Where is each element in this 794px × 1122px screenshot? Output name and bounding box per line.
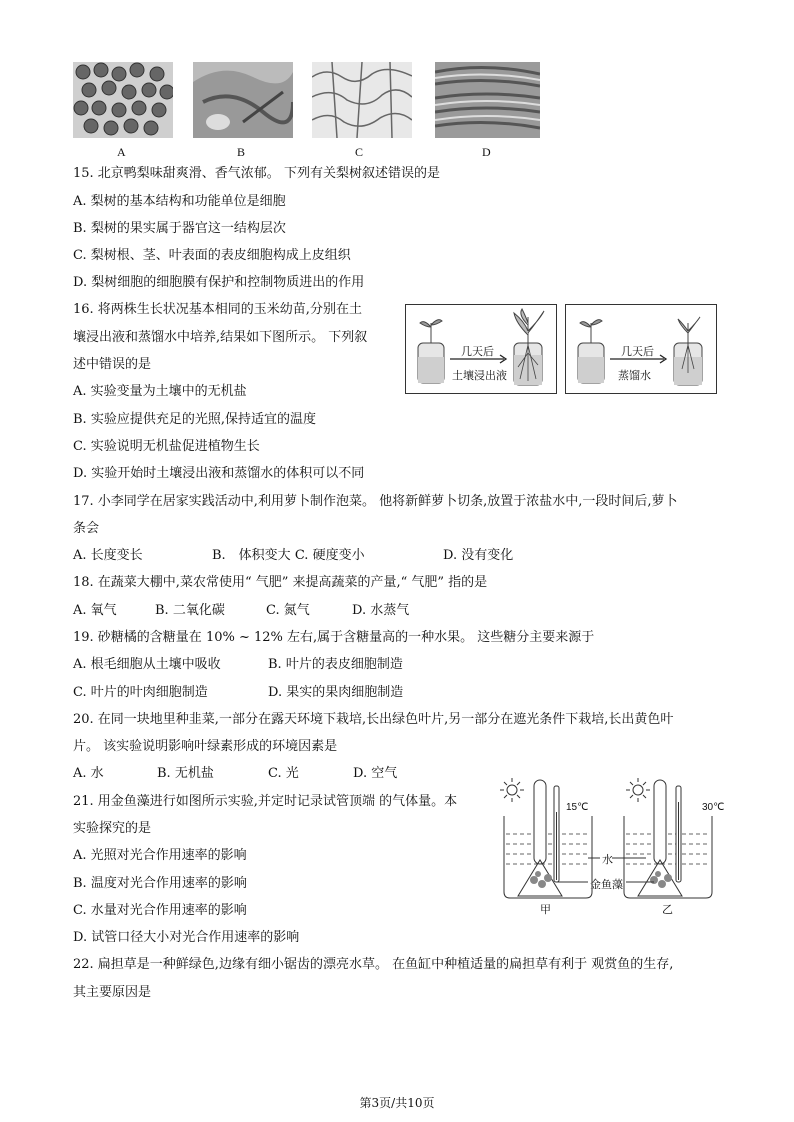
micrograph-c-image	[312, 62, 412, 138]
q21-option-c: C. 水量对光合作用速率的影响	[73, 903, 247, 918]
photosynthesis-experiment-drawing	[496, 772, 730, 918]
q21-yi-label: 乙	[662, 904, 673, 916]
q17-stem-line1: 17. 小李同学在居家实践活动中,利用萝卜制作泡菜。 他将新鲜萝卜切条,放置于浓盐水中,一段时间后,萝卜	[73, 494, 678, 509]
q18-option-b: B. 二氧化碳	[155, 603, 225, 618]
q21-figure	[496, 772, 730, 918]
q20-stem-line2: 片。 该实验说明影响叶绿素形成的环境因素是	[73, 739, 338, 754]
q20-option-d: D. 空气	[353, 766, 398, 781]
micrograph-a-image	[73, 62, 173, 138]
q21-stem-line1: 21. 用金鱼藻进行如图所示实验,并定时记录试管顶端 的气体量。本	[73, 794, 458, 809]
q21-temp-left-label: 15℃	[566, 802, 589, 813]
q20-option-c: C. 光	[268, 766, 299, 781]
q16-figure-water	[565, 304, 717, 394]
micrograph-a-label: A	[117, 145, 126, 159]
q18-option-d: D. 水蒸气	[352, 603, 410, 618]
q17-option-d: D. 没有变化	[443, 548, 514, 563]
q16-distilled-water-label: 蒸馏水	[618, 370, 651, 382]
micrograph-d-image	[435, 62, 540, 138]
q19-stem: 19. 砂糖橘的含糖量在 10% ~ 12% 左右,属于含糖量高的一种水果。 这些糖分主要来源于	[73, 630, 595, 645]
q18-stem: 18. 在蔬菜大棚中,菜农常使用“ 气肥” 来提高蔬菜的产量,“ 气肥” 指的是	[73, 575, 488, 590]
q16-stem-line2: 壤浸出液和蒸馏水中培养,结果如下图所示。 下列叙	[73, 330, 368, 345]
q16-left-arrow-label: 几天后	[461, 346, 494, 358]
q16-right-arrow-label: 几天后	[621, 346, 654, 358]
page-number: 第3页/共10页	[359, 1096, 435, 1110]
sun-icon	[626, 778, 650, 802]
micrograph-c-label: C	[355, 145, 364, 159]
q19-option-b: B. 叶片的表皮细胞制造	[268, 657, 403, 672]
sun-icon	[500, 778, 524, 802]
q21-jia-label: 甲	[540, 904, 551, 916]
q16-option-c: C. 实验说明无机盐促进植物生长	[73, 439, 260, 454]
q20-option-b: B. 无机盐	[157, 766, 214, 781]
q15-option-a: A. 梨树的基本结构和功能单位是细胞	[73, 194, 286, 209]
q19-option-d: D. 果实的果肉细胞制造	[268, 685, 404, 700]
q21-option-b: B. 温度对光合作用速率的影响	[73, 876, 247, 891]
q16-option-d: D. 实验开始时土壤浸出液和蒸馏水的体积可以不同	[73, 466, 365, 481]
q17-stem-line2: 条会	[73, 521, 100, 536]
q15-option-c: C. 梨树根、茎、叶表面的表皮细胞构成上皮组织	[73, 248, 351, 263]
q17-option-a: A. 长度变长	[73, 548, 143, 563]
q19-option-c: C. 叶片的叶肉细胞制造	[73, 685, 208, 700]
q15-stem: 15. 北京鸭梨味甜爽滑、香气浓郁。 下列有关梨树叙述错误的是	[73, 166, 440, 181]
q21-temp-right-label: 30℃	[702, 802, 725, 813]
q16-figure-soil	[405, 304, 557, 394]
q16-soil-solution-label: 土壤浸出液	[452, 370, 507, 382]
q21-option-a: A. 光照对光合作用速率的影响	[73, 848, 247, 863]
q15-option-b: B. 梨树的果实属于器官这一结构层次	[73, 221, 286, 236]
q17-option-bc: B. 体积变大 C. 硬度变小	[212, 548, 365, 563]
q22-stem-line1: 22. 扁担草是一种鲜绿色,边缘有细小锯齿的漂亮水草。 在鱼缸中种植适量的扁担草有利于 观赏鱼的生存,	[73, 957, 674, 972]
q20-stem-line1: 20. 在同一块地里种韭菜,一部分在露天环境下栽培,长出绿色叶片,另一部分在遮光条件下栽培,长出黄色叶	[73, 712, 674, 727]
q21-plant-label: 金鱼藻	[590, 879, 623, 891]
q18-option-a: A. 氧气	[73, 603, 117, 618]
q16-stem-line1: 16. 将两株生长状况基本相同的玉米幼苗,分别在土	[73, 302, 362, 317]
q16-option-a: A. 实验变量为土壤中的无机盐	[73, 384, 247, 399]
micrograph-b-label: B	[237, 145, 246, 159]
micrograph-b-image	[193, 62, 293, 138]
q19-option-a: A. 根毛细胞从土壤中吸收	[73, 657, 221, 672]
q21-option-d: D. 试管口径大小对光合作用速率的影响	[73, 930, 300, 945]
q22-stem-line2: 其主要原因是	[73, 985, 152, 1000]
q20-option-a: A. 水	[73, 766, 104, 781]
q16-stem-line3: 述中错误的是	[73, 357, 152, 372]
q16-option-b: B. 实验应提供充足的光照,保持适宜的温度	[73, 412, 316, 427]
q21-water-label: 水	[602, 854, 613, 866]
micrograph-d-label: D	[482, 145, 491, 159]
q15-option-d: D. 梨树细胞的细胞膜有保护和控制物质进出的作用	[73, 275, 365, 290]
q21-stem-line2: 实验探究的是	[73, 821, 152, 836]
q18-option-c: C. 氮气	[266, 603, 310, 618]
